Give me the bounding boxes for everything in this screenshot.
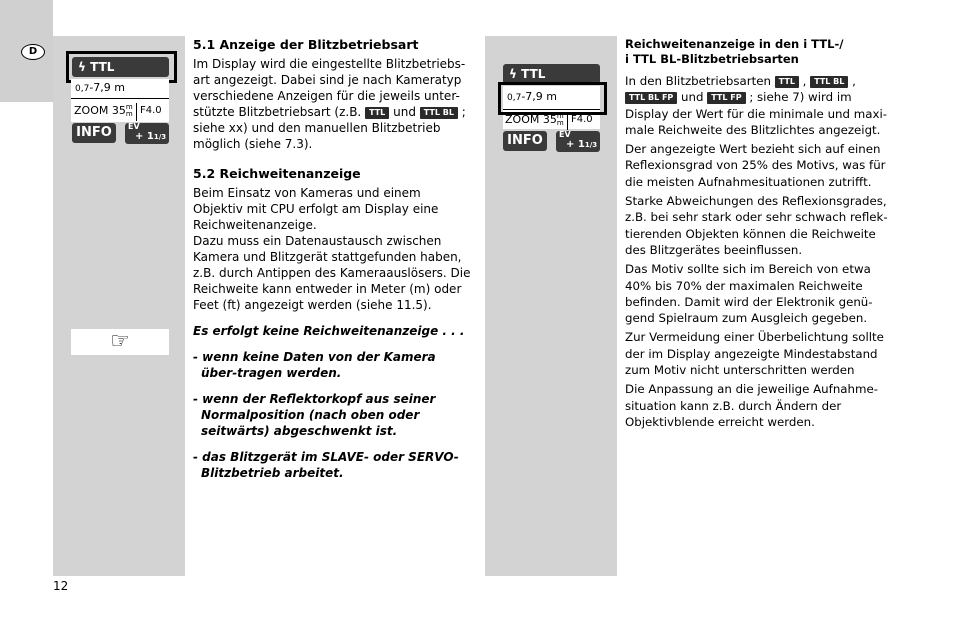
right-p5: Zur Vermeidung einer Überbelichtung sollte der im Display angezeigte Mindestabstand zum Motiv nicht unterschritten werden [625, 330, 884, 378]
display-mode-bar: ϟ TTL [503, 64, 600, 84]
display-mode-bar: ϟ TTL [72, 57, 169, 77]
flash-icon: ϟ [78, 60, 86, 74]
section-heading-5-2: 5.2 Reichweitenanzeige [193, 166, 361, 181]
section-5-2-p2: Dazu muss ein Datenaustausch zwischen Kamera und Blitzgerät stattgefunden haben, z.B. durch Antippen des Kameraauslösers. Die Reichweite kann entweder in Meter (m) oder Feet (ft) angezeigt werden (siehe 11.5). [193, 234, 471, 312]
right-heading: Reichweitenanzeige in den i TTL-/ i TTL BL-Blitzbetriebsarten [625, 37, 844, 66]
flash-icon: ϟ [509, 67, 517, 81]
note-item: - wenn der Reflektorkopf aus seiner Normalposition (nach oben oder seitwärts) abgeschwenkt ist. [193, 392, 436, 438]
aperture-readout: F4.0 [136, 103, 162, 121]
range-readout: 0,7-7,9 m [71, 79, 169, 99]
zoom-readout: ZOOM 35m m [505, 112, 564, 127]
highlight-frame [498, 82, 607, 115]
note-title: Es erfolgt keine Reichweitenanzeige . . . [193, 324, 465, 338]
ev-button: EV + 11/3 [556, 131, 600, 152]
right-p6: Die Anpassung an die jeweilige Aufnahme-situation kann z.B. durch Ändern der Objektivblende erreicht werden. [625, 382, 879, 429]
section-5-2-p1: Beim Einsatz von Kameras und einem Objektiv mit CPU erfolgt am Display eine Reichweitenanzeige. [193, 186, 439, 232]
note-item: - wenn keine Daten von der Kamera über-tragen werden. [193, 350, 436, 380]
ttl-bl-badge: TTL BL [810, 76, 848, 88]
right-p1: In den Blitzbetriebsarten TTL , TTL BL , TTL BL FP und TTL FP ; siehe 7) wird im Display der Wert für die minimale und maxi-male Reichweite des Blitzlichtes angezeigt. [625, 74, 887, 137]
section-heading-5-1: 5.1 Anzeige der Blitzbetriebsart [193, 37, 419, 52]
ttl-fp-badge: TTL FP [707, 92, 745, 104]
right-column [625, 37, 895, 430]
section-5-1-text: Im Display wird die eingestellte Blitzbetriebs-art angezeigt. Dabei sind je nach Kameratyp verschiedene Anzeigen für die jeweils unter-stützte Blitzbetriebsart (z.B. TTL und TTL BL ; siehe xx) und den manuellen Blitzbetrieb möglich (siehe 7.3). [193, 57, 466, 151]
ttl-bl-badge: TTL BL [420, 107, 458, 119]
ttl-badge: TTL [365, 107, 389, 119]
zoom-readout: ZOOM 35m m [74, 103, 133, 118]
aperture-readout: F4.0 [567, 112, 593, 130]
ttl-bl-fp-badge: TTL BL FP [625, 92, 677, 104]
ev-button: EV + 11/3 [125, 123, 169, 144]
info-button: INFO [503, 131, 547, 151]
middle-column [193, 37, 473, 481]
right-p4: Das Motiv sollte sich im Bereich von etwa 40% bis 70% der maximalen Reichweite befinden. Damit wird der Elektronik genü-gend Spielraum zum Ausgleich gegeben. [625, 262, 873, 326]
right-p2: Der angezeigte Wert bezieht sich auf einen Reflexionsgrad von 25% des Motivs, was für die meisten Aufnahmesituationen zutrifft. [625, 142, 886, 189]
language-badge: D [21, 44, 45, 60]
note-item: - das Blitzgerät im SLAVE- oder SERVO-Blitzbetrieb arbeitet. [193, 450, 459, 480]
right-p3: Starke Abweichungen des Reflexionsgrades, z.B. bei sehr stark oder sehr schwach reflek-tierenden Objekten können die Reichweite des Blitzgerätes beeinflussen. [625, 194, 888, 257]
info-button: INFO [72, 123, 116, 143]
page-number: 12 [53, 579, 69, 593]
ttl-badge: TTL [775, 76, 799, 88]
range-readout: 0,7-7,9 m [503, 86, 600, 110]
pointing-hand-icon: ☞ [71, 329, 169, 355]
